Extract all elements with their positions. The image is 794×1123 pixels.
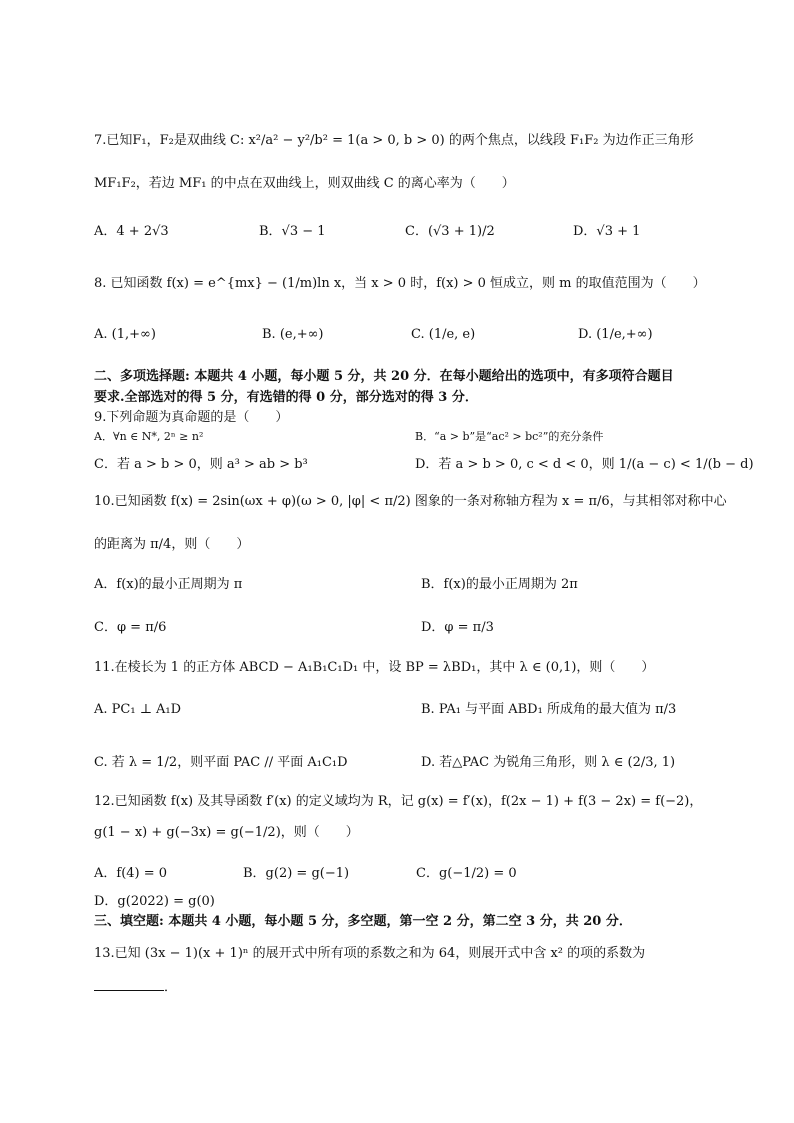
q12-option-a: A．f(4) = 0 <box>94 866 168 881</box>
q7-stem-line2: MF₁F₂，若边 MF₁ 的中点在双曲线上，则双曲线 C 的离心率为（ ） <box>94 176 515 191</box>
q12-option-b: B．g(2) = g(−1) <box>243 866 350 881</box>
q8-stem-line1: 8. 已知函数 f(x) = e^{mx} − (1/m)ln x，当 x > 0 时，f(x) > 0 恒成立，则 m 的取值范围为（ ） <box>94 276 706 291</box>
q9-stem: 9.下列命题为真命题的是（ ） <box>94 410 289 425</box>
q10-stem-line1: 10.已知函数 f(x) = 2sin(ωx + φ)(ω > 0, |φ| < π/2) 图象的一条对称轴方程为 x = π/6，与其相邻对称中心 <box>94 494 727 509</box>
q10-option-c: C．φ = π/6 <box>94 620 167 635</box>
q7-option-d: D．√3 + 1 <box>573 224 641 239</box>
q12-stem-line1: 12.已知函数 f(x) 及其导函数 f′(x) 的定义域均为 R，记 g(x) = f′(x)，f(2x − 1) + f(3 − 2x) = f(−2)， <box>94 794 703 809</box>
q11-option-a: A. PC₁ ⊥ A₁D <box>94 702 182 717</box>
q13-answer-line <box>94 980 177 996</box>
q11-option-b: B. PA₁ 与平面 ABD₁ 所成角的最大值为 π/3 <box>421 702 677 717</box>
q10-stem-line2: 的距离为 π/4，则（ ） <box>94 537 250 552</box>
q8-option-d: D. (1/e,+∞) <box>578 327 653 342</box>
q11-option-d: D. 若△PAC 为锐角三角形，则 λ ∈ (2/3, 1) <box>421 755 676 770</box>
section3-heading: 三、填空题: 本题共 4 小题，每小题 5 分，多空题，第一空 2 分，第二空 3 分，共 20 分． <box>94 914 632 929</box>
q12-option-c: C．g(−1/2) = 0 <box>416 866 517 881</box>
q13-answer-period: ． <box>164 980 178 995</box>
q13-answer-blank[interactable] <box>94 990 164 991</box>
section2-heading-line2: 要求.全部选对的得 5 分，有选错的得 0 分，部分选对的得 3 分． <box>94 390 478 405</box>
q9-option-d: D．若 a > b > 0, c < d < 0，则 1/(a − c) < 1/(b − d) <box>415 457 754 472</box>
q7-option-b: B．√3 − 1 <box>259 224 326 239</box>
q11-stem: 11.在棱长为 1 的正方体 ABCD − A₁B₁C₁D₁ 中，设 BP = λBD₁，其中 λ ∈ (0,1)，则（ ） <box>94 660 655 675</box>
q7-option-c: C．(√3 + 1)/2 <box>405 224 495 239</box>
q10-option-a: A．f(x)的最小正周期为 π <box>94 577 243 592</box>
q7-stem-line1: 7.已知F₁，F₂是双曲线 C: x²/a² − y²/b² = 1(a > 0, b > 0) 的两个焦点，以线段 F₁F₂ 为边作正三角形 <box>94 133 694 148</box>
q8-option-c: C. (1/e, e) <box>411 327 476 342</box>
q8-option-b: B. (e,+∞) <box>262 327 324 342</box>
section2-heading-line1: 二、多项选择题: 本题共 4 小题，每小题 5 分，共 20 分．在每小题给出的选项中，有多项符合题目 <box>94 369 674 384</box>
q9-option-c: C．若 a > b > 0，则 a³ > ab > b³ <box>94 457 308 472</box>
q8-option-a: A. (1,+∞) <box>94 327 156 342</box>
q10-option-d: D．φ = π/3 <box>421 620 494 635</box>
q12-stem-line2: g(1 − x) + g(−3x) = g(−1/2)，则（ ） <box>94 825 359 840</box>
q9-option-a: A．∀n ∈ N*, 2ⁿ ≥ n² <box>94 430 204 443</box>
q12-option-d: D．g(2022) = g(0) <box>94 894 215 909</box>
q7-option-a: A．4 + 2√3 <box>94 224 169 239</box>
q10-option-b: B．f(x)的最小正周期为 2π <box>421 577 578 592</box>
q13-stem: 13.已知 (3x − 1)(x + 1)ⁿ 的展开式中所有项的系数之和为 64，则展开式中含 x² 的项的系数为 <box>94 946 646 961</box>
q11-option-c: C. 若 λ = 1/2，则平面 PAC // 平面 A₁C₁D <box>94 755 348 770</box>
q9-option-b: B．“a > b”是“ac² > bc²”的充分条件 <box>415 430 604 443</box>
